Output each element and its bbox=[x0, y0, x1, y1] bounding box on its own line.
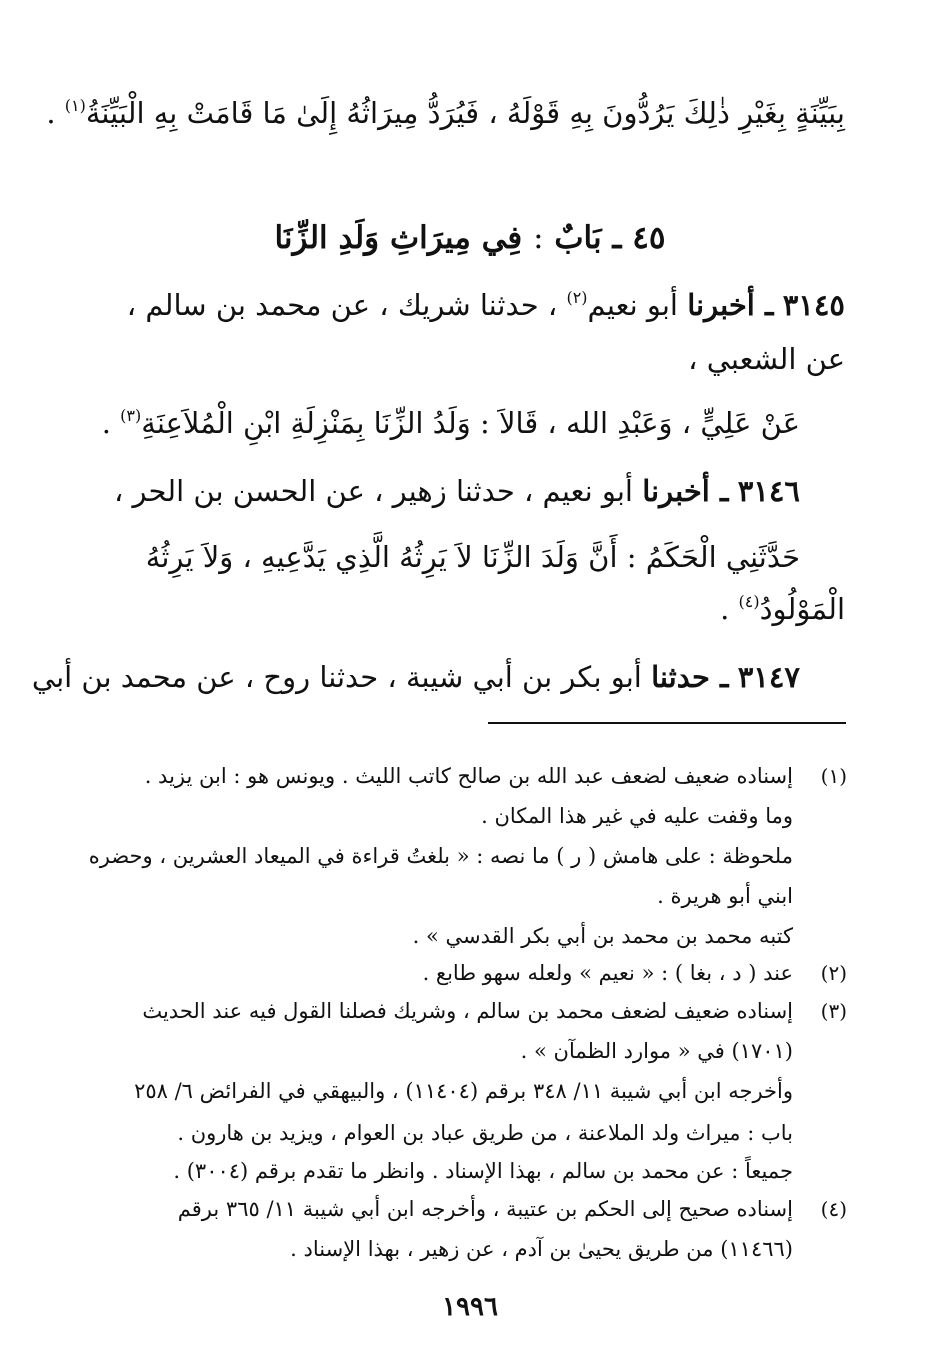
footnote-1-number: (١) bbox=[820, 764, 847, 788]
footnote-1-line-3: ملحوظة : على هامش ( ر ) ما نصه : « بلغتُ قراءة في الميعاد العشرين ، وحضره bbox=[88, 844, 793, 868]
footnote-1-line-5: كتبه محمد بن محمد بن أبي بكر القدسي » . bbox=[412, 924, 793, 948]
footnote-ref-4: (٤) bbox=[738, 592, 760, 611]
footnote-ref-1: (١) bbox=[64, 96, 86, 115]
hadith-intro: ـ أخبرنا bbox=[687, 288, 774, 322]
hadith-number: ٣١٤٦ bbox=[737, 474, 800, 508]
footnote-3-number: (٣) bbox=[820, 999, 847, 1023]
hadith-isnad: أبو نعيم ، حدثنا زهير ، عن الحسن بن الحر ، bbox=[113, 474, 633, 508]
hadith-matn: حَدَّثَنِي الْحَكَمُ : أَنَّ وَلَدَ الزِّنَا لاَ يَرِثُهُ الَّذِي يَدَّعِيهِ ، وَلاَ يَرِثُهُ bbox=[145, 540, 800, 574]
chapter-title: فِي مِيرَاثِ وَلَدِ الزِّنَا bbox=[274, 220, 523, 256]
hadith-number: ٣١٤٧ bbox=[737, 660, 800, 694]
continuation-text: بِبَيِّنَةٍ بِغَيْرِ ذٰلِكَ يَرُدُّونَ بِهِ قَوْلَهُ ، فَيُرَدُّ مِيرَاثُهُ إِلَىٰ مَا قَامَتْ بِهِ الْبَيِّنَةُ bbox=[85, 96, 845, 130]
hadith-3147-line-1 bbox=[31, 656, 800, 698]
continuation-end: . bbox=[46, 96, 65, 130]
footnote-ref-3: (٣) bbox=[120, 406, 142, 425]
chapter-number: ٤٥ bbox=[632, 220, 666, 256]
hadith-3145-matn bbox=[70, 402, 800, 444]
footnote-3-line-4: باب : ميراث ولد الملاعنة ، من طريق عباد بن العوام ، ويزيد بن هارون . bbox=[177, 1121, 793, 1145]
footnote-2-line-1: عند ( د ، بغا ) : « نعيم » ولعله سهو طابع . bbox=[422, 961, 793, 985]
footnote-1-line-4: ابني أبو هريرة . bbox=[657, 884, 793, 908]
chapter-separator: : bbox=[533, 220, 544, 256]
page-number: ١٩٩٦ bbox=[442, 1292, 498, 1322]
hadith-matn-end: . bbox=[101, 406, 121, 440]
text-line-continuation bbox=[46, 92, 845, 134]
footnote-3-line-5: جميعاً : عن محمد بن سالم ، بهذا الإسناد . وانظر ما تقدم برقم (٣٠٠٤) . bbox=[173, 1159, 793, 1183]
hadith-matn-end: . bbox=[720, 592, 739, 626]
footnote-1-line-1: إسناده ضعيف لضعف عبد الله بن صالح كاتب الليث . ويونس هو : ابن يزيد . bbox=[144, 764, 793, 788]
hadith-intro: ـ أخبرنا bbox=[642, 474, 729, 508]
hadith-isnad: أبو بكر بن أبي شيبة ، حدثنا روح ، عن محمد بن أبي bbox=[31, 660, 642, 694]
chapter-label: ـ بَابٌ bbox=[554, 220, 622, 256]
hadith-3145-line-1 bbox=[70, 284, 845, 326]
footnote-4-line-2: (١١٤٦٦) من طريق يحيىٰ بن آدم ، عن زهير ، بهذا الإسناد . bbox=[290, 1237, 793, 1261]
footnote-separator-rule bbox=[488, 722, 846, 724]
hadith-intro: ـ حدثنا bbox=[651, 660, 729, 694]
hadith-3145-line-2 bbox=[70, 338, 845, 380]
hadith-matn-cont: الْمَوْلُودُ bbox=[759, 592, 845, 626]
footnote-3-line-2: (١٧٠١) في « موارد الظمآن » . bbox=[520, 1039, 793, 1063]
hadith-3146-line-1 bbox=[70, 470, 800, 512]
footnote-3-line-1: إسناده ضعيف لضعف محمد بن سالم ، وشريك فصلنا القول فيه عند الحديث bbox=[142, 999, 793, 1023]
footnote-3-line-3: وأخرجه ابن أبي شيبة ١١/ ٣٤٨ برقم (١١٤٠٤) ، والبيهقي في الفرائض ٦/ ٢٥٨ bbox=[134, 1079, 793, 1103]
hadith-3146-matn-2 bbox=[70, 588, 845, 630]
footnote-1-line-2: وما وقفت عليه في غير هذا المكان . bbox=[481, 804, 793, 828]
hadith-3146-matn-1 bbox=[70, 536, 800, 578]
hadith-isnad-rest: ، حدثنا شريك ، عن محمد بن سالم ، bbox=[126, 288, 558, 322]
hadith-number: ٣١٤٥ bbox=[782, 288, 845, 322]
footnote-4-number: (٤) bbox=[820, 1197, 847, 1221]
hadith-matn: عَنْ عَلِيٍّ ، وَعَبْدِ الله ، قَالاَ : وَلَدُ الزِّنَا بِمَنْزِلَةِ ابْنِ الْمُلاَعِنَةِ bbox=[141, 406, 800, 440]
footnote-4-line-1: إسناده صحيح إلى الحكم بن عتيبة ، وأخرجه ابن أبي شيبة ١١/ ٣٦٥ برقم bbox=[177, 1197, 793, 1221]
footnote-2-number: (٢) bbox=[820, 961, 847, 985]
chapter-heading bbox=[0, 216, 940, 260]
footnote-ref-2: (٢) bbox=[566, 288, 588, 307]
hadith-isnad-cont: عن الشعبي ، bbox=[688, 342, 845, 376]
hadith-isnad: أبو نعيم bbox=[587, 288, 678, 322]
